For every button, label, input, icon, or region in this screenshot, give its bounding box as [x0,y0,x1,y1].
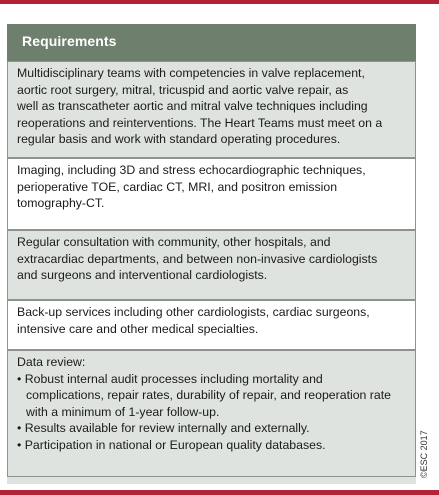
row-text-line: extracardiac departments, and between non-invasive cardiologists [17,251,378,266]
bullet-text: Participation in national or European quality databases. [24,437,326,452]
row-text-line: Regular consultation with community, other hospitals, and [17,235,331,249]
row-text-line: aortic root surgery, mitral, tricuspid and aortic valve repair, as [17,82,349,97]
bullet-text: Results available for review internally and externally. [24,421,310,435]
row-text-line: well as transcatheter aortic and mitral valve techniques including [17,99,368,113]
bullet-text-continued: with a minimum of 1-year follow-up. [26,404,220,419]
requirement-row-backup [7,300,416,350]
row-text-line: reoperations and reinterventions. The Heart Teams must meet on a [17,115,383,130]
data-review-heading: Data review: [17,355,86,369]
row-text-line: perioperative TOE, cardiac CT, MRI, and positron emission [17,179,338,194]
bottom-accent-rule [0,490,439,495]
row-text-line: regular basis and work with standard operating procedures. [17,132,341,146]
bullet-item [17,437,415,454]
requirement-row-data-review [7,350,416,477]
bullet-text: Robust internal audit processes including mortality and [24,371,323,386]
requirement-row-teams [7,61,416,158]
row-text-line: tomography-CT. [17,196,105,210]
copyright-notice: ©ESC 2017 [419,430,429,478]
requirements-title: Requirements [22,33,117,49]
requirements-header [7,24,416,61]
requirement-row-consultation [7,230,416,300]
bullet-item [17,420,415,437]
requirement-row-imaging [7,158,416,230]
bullet-glyph: • [17,421,22,435]
bullet-glyph: • [17,371,22,386]
bullet-item [17,371,415,388]
row-text-line: intensive care and other medical specialties. [17,321,259,336]
top-accent-rule [0,0,439,4]
bullet-glyph: • [17,437,22,452]
bullet-text-continued: complications, repair rates, durability of repair, and reoperation rate [26,388,391,402]
row-text-line: Imaging, including 3D and stress echocardiographic techniques, [17,163,366,177]
row-text-line: Back-up services including other cardiologists, cardiac surgeons, [17,305,370,319]
row-text-line: and surgeons and interventional cardiologists. [17,268,268,282]
row-text-line: Multidisciplinary teams with competencies in valve replacement, [17,66,365,80]
